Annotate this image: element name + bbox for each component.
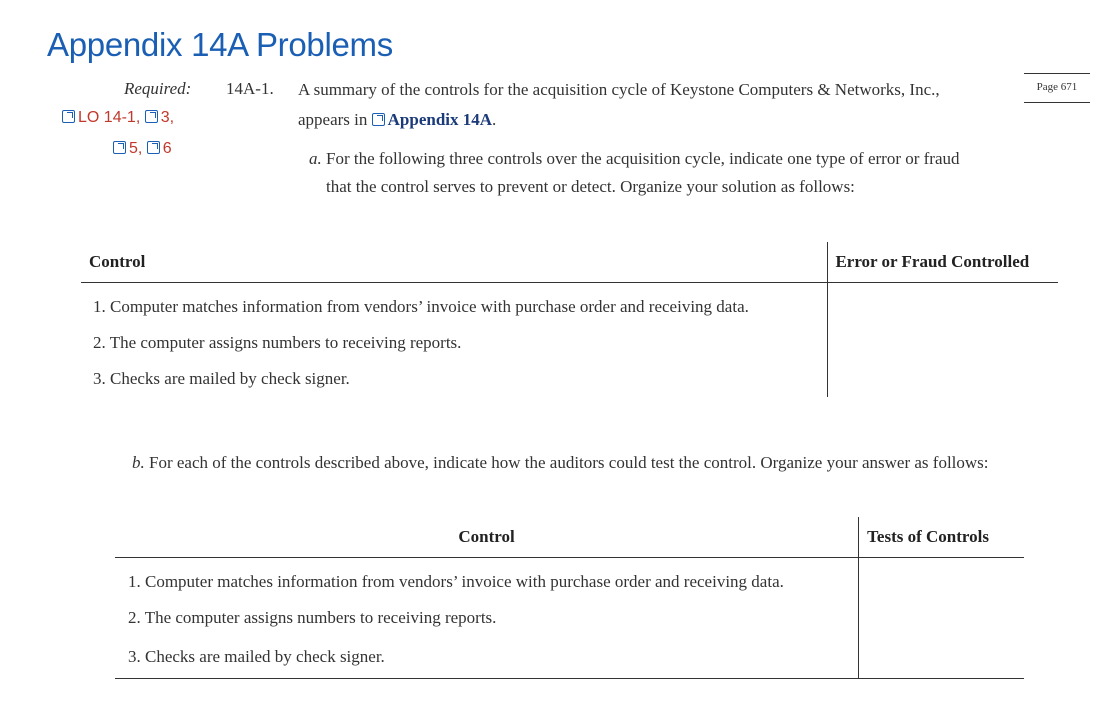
table-row <box>115 636 1024 679</box>
table-a-answer-cell-1 <box>828 283 1058 326</box>
lo-link-6[interactable]: 6 <box>147 140 172 157</box>
learning-objectives-line-1 <box>62 109 174 127</box>
table-b-answer-cell-2 <box>859 600 1024 636</box>
external-link-icon <box>372 113 385 126</box>
external-link-icon <box>62 110 75 123</box>
part-a-line-1: a. For the following three controls over the acquisition cycle, indicate one type of error or fraud <box>309 149 960 168</box>
external-link-icon <box>145 110 158 123</box>
external-link-icon <box>113 141 126 154</box>
problem-intro <box>298 75 1018 135</box>
table-b-header-control: Control <box>115 517 859 558</box>
table-a-header-error-fraud: Error or Fraud Controlled <box>828 242 1058 283</box>
table-a-control-2: 2. The computer assigns numbers to receiving reports. <box>93 333 462 352</box>
table-a-answer-cell-2 <box>828 325 1058 361</box>
table-a-control-1: 1. Computer matches information from vendors’ invoice with purchase order and receiving data. <box>93 297 749 316</box>
part-b: b. For each of the controls described above, indicate how the auditors could test the control. Organize your answer as follows: <box>132 453 989 472</box>
learning-objectives-line-2 <box>113 140 172 158</box>
table-row <box>115 600 1024 636</box>
table-row <box>81 361 1058 397</box>
page-marker: Page 671 <box>1024 73 1090 103</box>
tests-of-controls-table <box>115 517 1024 679</box>
lo-link-3[interactable]: 3, <box>145 109 174 126</box>
part-a-line-2: that the control serves to prevent or detect. Organize your solution as follows: <box>326 177 855 196</box>
lo-link-5[interactable]: 5, <box>113 140 142 157</box>
table-b-control-3: 3. Checks are mailed by check signer. <box>115 636 859 679</box>
error-fraud-table <box>81 242 1058 397</box>
problem-intro-line-2: appears in Appendix 14A. <box>298 110 497 129</box>
required-label: Required: <box>124 79 192 98</box>
table-b-control-1: 1. Computer matches information from vendors’ invoice with purchase order and receiving data. <box>128 572 784 591</box>
appendix-14a-link[interactable]: Appendix 14A <box>372 110 492 129</box>
page-title: Appendix 14A Problems <box>47 26 393 63</box>
table-a-control-3: 3. Checks are mailed by check signer. <box>93 369 350 388</box>
table-b-control-2: 2. The computer assigns numbers to receiving reports. <box>128 608 497 627</box>
lo-link-14-1[interactable]: LO 14-1, <box>62 109 140 126</box>
table-a-answer-cell-3 <box>828 361 1058 397</box>
table-b-answer-cell-3 <box>859 636 1024 679</box>
table-b-header-tests: Tests of Controls <box>859 517 1024 558</box>
part-a <box>309 145 1049 201</box>
table-row <box>81 283 1058 326</box>
problem-number: 14A-1. <box>226 79 274 98</box>
problem-intro-line-1: A summary of the controls for the acquisition cycle of Keystone Computers & Networks, Inc., <box>298 80 940 99</box>
table-b-answer-cell-1 <box>859 558 1024 601</box>
external-link-icon <box>147 141 160 154</box>
table-a-header-control: Control <box>81 242 828 283</box>
table-row <box>115 558 1024 601</box>
table-row <box>81 325 1058 361</box>
